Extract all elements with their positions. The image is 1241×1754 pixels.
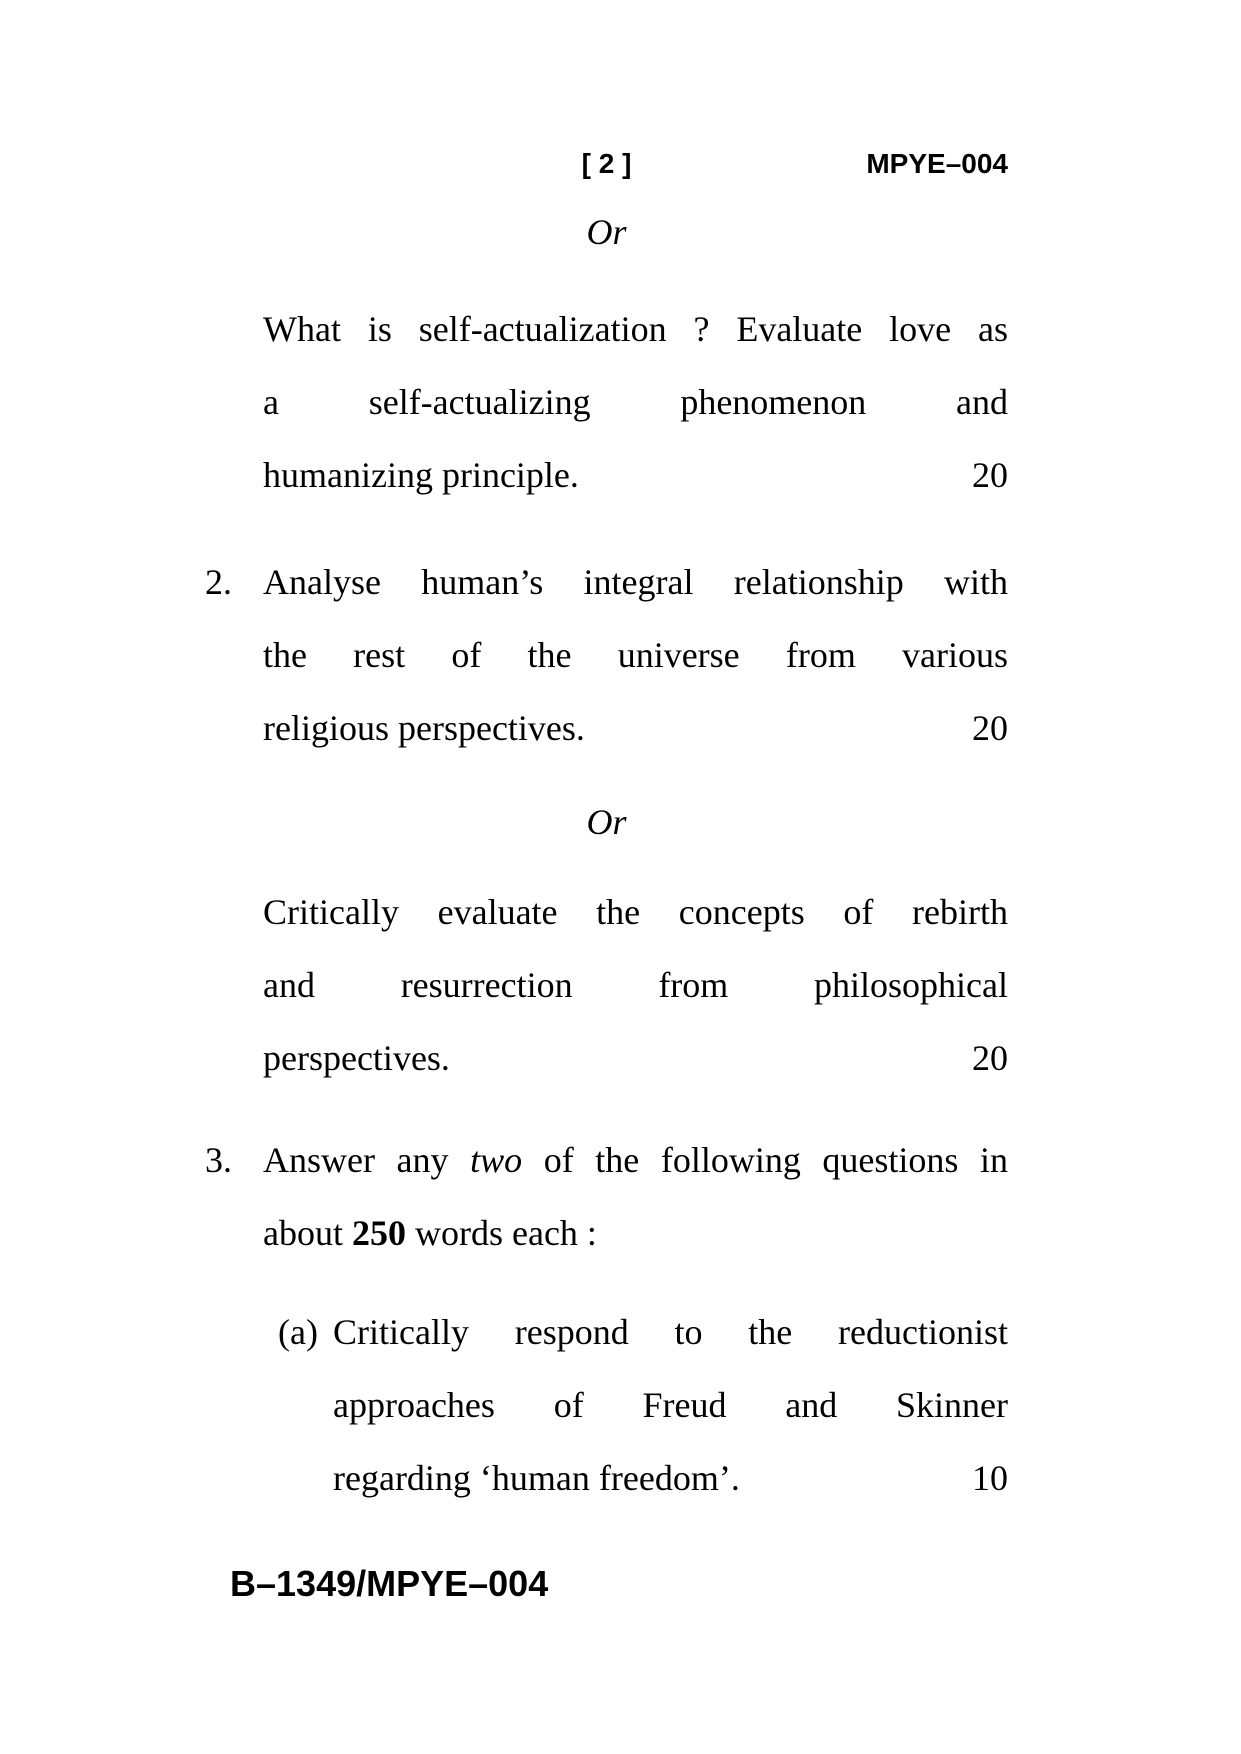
or-divider: Or [586,802,627,842]
text-line-final [333,1442,1008,1515]
text-segment: perspectives. [263,1038,450,1078]
item-marker: 2. [205,562,232,602]
marks-value: 10 [972,1458,1008,1498]
course-code: MPYE–004 [866,148,1008,179]
item-marker: 3. [205,1140,232,1180]
question-text [263,1124,1008,1270]
document-body [205,196,1008,1515]
item-marker: (a) [278,1312,318,1352]
marks-value: 20 [972,1038,1008,1078]
text-segment: the rest of the universe from various [263,635,1008,675]
text-line-final [263,1197,1008,1270]
marks-value: 20 [972,455,1008,495]
question-text [333,1296,1008,1515]
text-line-final [263,439,1008,512]
text-line [263,949,1008,1022]
marks-value: 20 [972,708,1008,748]
text-segment: of the following questions in [522,1140,1009,1180]
final-line-text [263,1197,597,1270]
exam-code-footer: B–1349/MPYE–004 [230,1563,549,1604]
text-segment: a self-actualizing phenomenon and [263,382,1008,422]
final-line-text [263,439,579,512]
text-segment: Critically respond to the reductionist [333,1312,1008,1352]
question-item-3 [205,1124,1008,1270]
text-line [263,1124,1008,1197]
final-line-text [263,1022,450,1095]
question-text [263,546,1008,765]
text-segment: 250 [351,1213,406,1253]
text-line [333,1296,1008,1369]
text-segment: What is self-actualization ? Evaluate love as [263,309,1008,349]
text-segment: approaches of Freud and Skinner [333,1385,1008,1425]
text-line [263,366,1008,439]
question-item-a [205,1296,1008,1515]
final-line-text [263,692,585,765]
text-segment: two [470,1140,523,1180]
or-divider: Or [586,212,627,252]
text-segment: about [263,1213,352,1253]
question-paragraph [205,293,1008,512]
text-line-final [263,692,1008,765]
page-number: [ 2 ] [581,148,632,179]
text-line [333,1369,1008,1442]
question-text [263,876,1008,1095]
text-line [263,546,1008,619]
final-line-text [333,1442,740,1515]
text-segment: Critically evaluate the concepts of rebirth [263,892,1008,932]
text-segment: humanizing principle. [263,455,579,495]
text-segment: religious perspectives. [263,708,585,748]
text-segment: Analyse human’s integral relationship with [263,562,1008,602]
text-line [263,876,1008,949]
question-text [263,293,1008,512]
text-line [263,293,1008,366]
question-item-2 [205,546,1008,765]
text-segment: and resurrection from philosophical [263,965,1008,1005]
page-content [205,0,1008,1606]
page-header [205,144,1008,184]
text-segment: words each : [405,1213,597,1253]
text-line [263,619,1008,692]
text-segment: regarding ‘human freedom’. [333,1458,740,1498]
question-paragraph [205,876,1008,1095]
text-line-final [263,1022,1008,1095]
text-segment: Answer any [263,1140,471,1180]
